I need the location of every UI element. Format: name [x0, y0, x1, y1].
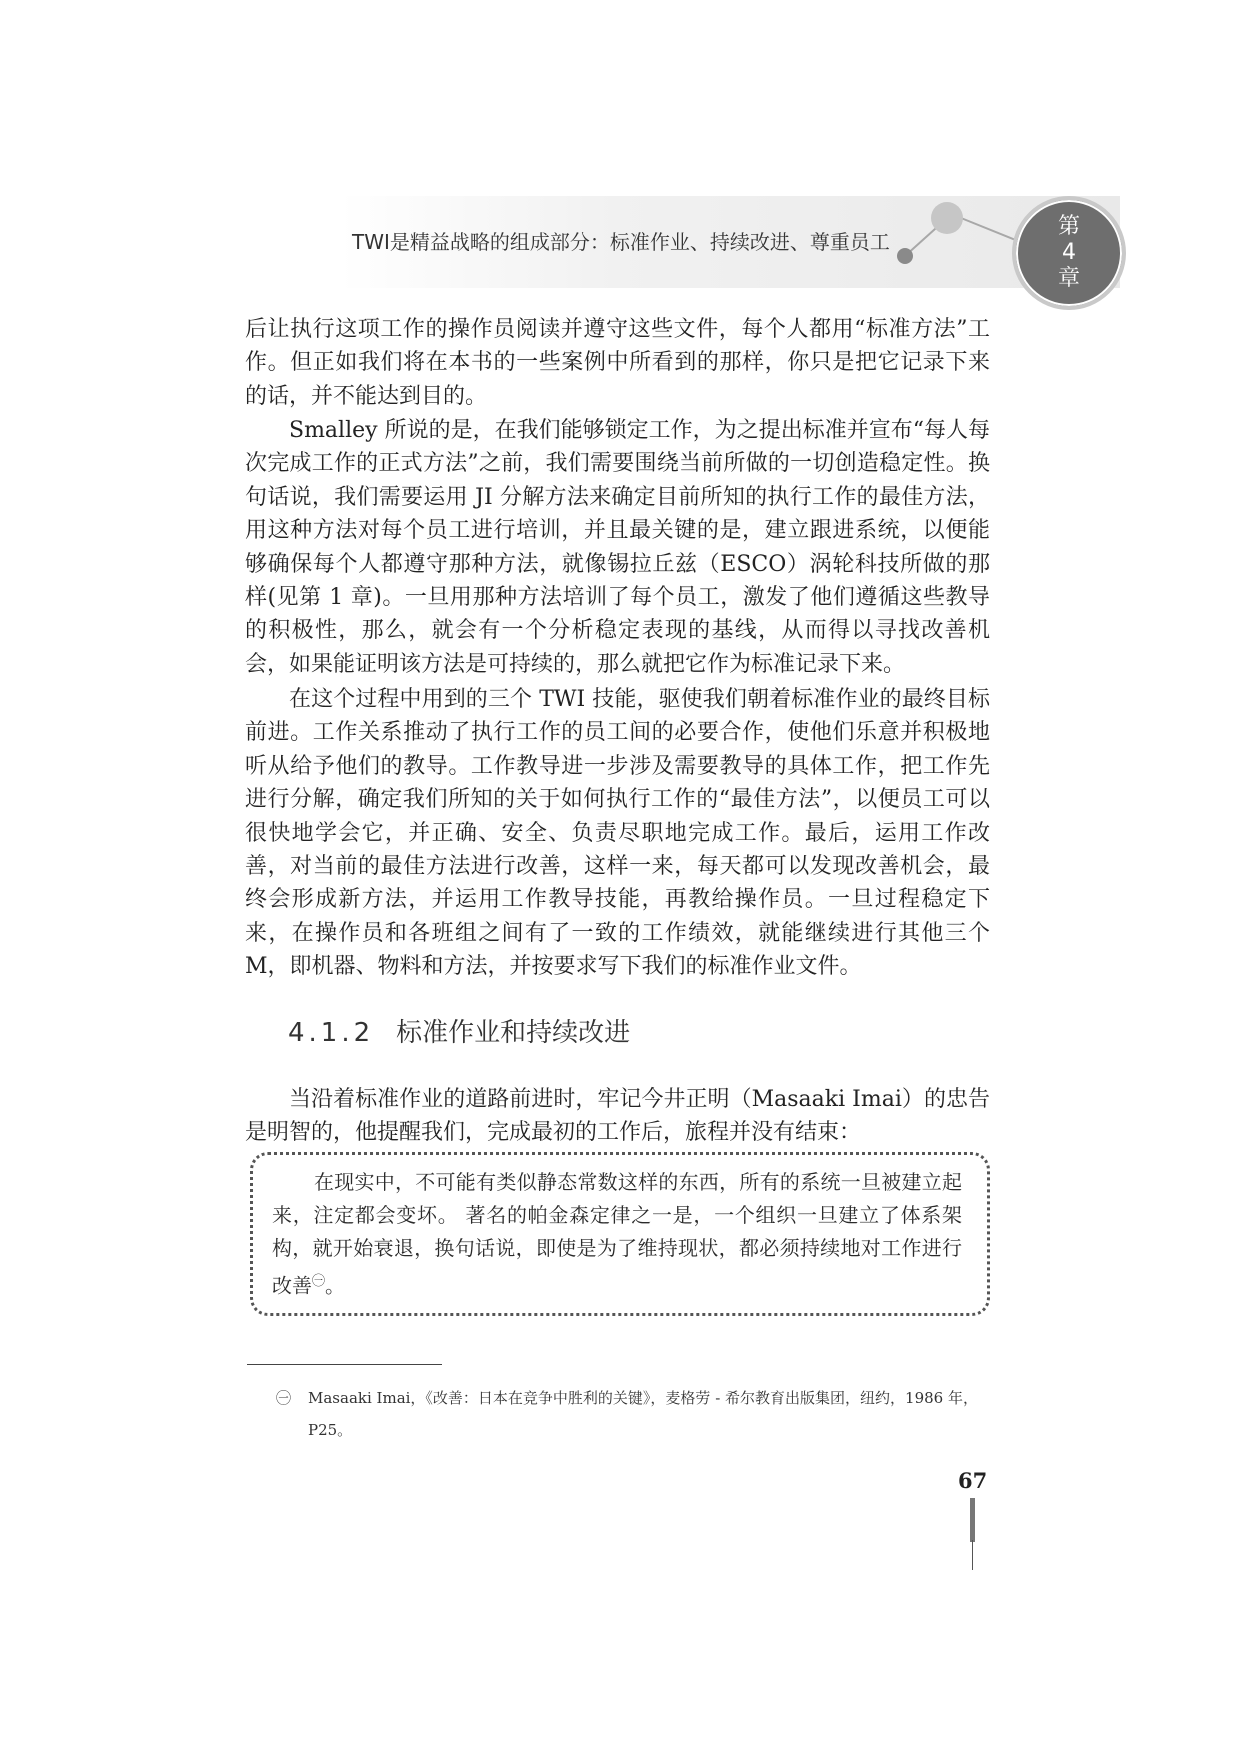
footnote	[276, 1382, 990, 1446]
body-paragraph: Smalley 所说的是，在我们能够锁定工作，为之提出标准并宣布“每人每次完成工作的正式方法”之前，我们需要围绕当前所做的一切创造稳定性。换句话说，我们需要运用 JI 分解方法来确定目前所知的执行工作的最佳方法，用这种方法对每个员工进行培训，并且最关键的是，建立跟进系统，以便能够确保每个人都遵守那种方法，就像锡拉丘兹（ESCO）涡轮科技所做的那样(见第 1 章)。一旦用那种方法培训了每个员工，激发了他们遵循这些教导的积极性，那么，就会有一个分析稳定表现的基线，从而得以寻找改善机会，如果能证明该方法是可持续的，那么就把它作为标准记录下来。	[245, 418, 990, 677]
footnote-rule	[247, 1364, 442, 1365]
chapter-badge-label: 第	[1057, 214, 1080, 239]
quote-text	[272, 1166, 962, 1303]
footnote-reference[interactable]: ㊀	[312, 1274, 326, 1289]
running-header-title: TWI是精益战略的组成部分：标准作业、持续改进、尊重员工	[352, 230, 890, 254]
quote-body: 在现实中，不可能有类似静态常数这样的东西，所有的系统一旦被建立起来，注定都会变坏。 著名的帕金森定律之一是，一个组织一旦建立了体系架构，就开始衰退，换句话说，即使是为了维持现状，都必须持续地对工作进行改善	[272, 1170, 962, 1298]
header-deco-dot	[897, 248, 913, 264]
quote-end: 。	[325, 1273, 346, 1298]
section-heading	[288, 1012, 630, 1049]
page-number-line	[972, 1540, 973, 1570]
chapter-badge-suffix: 章	[1057, 266, 1080, 291]
chapter-badge-number: 4	[1062, 240, 1076, 265]
chapter-badge	[1012, 196, 1126, 310]
section-number: 4.1.2	[288, 1018, 375, 1048]
page-number: 67	[958, 1468, 988, 1493]
footnote-text: Masaaki Imai，《改善：日本在竞争中胜利的关键》，麦格劳 - 希尔教育出版集团，纽约，1986 年，P25。	[308, 1389, 978, 1439]
section-paragraph: 当沿着标准作业的道路前进时，牢记今井正明（Masaaki Imai）的忠告是明智的，他提醒我们，完成最初的工作后，旅程并没有结束：	[245, 1087, 990, 1146]
section-title: 标准作业和持续改进	[396, 1018, 631, 1048]
header-deco-circle	[931, 202, 963, 234]
page-number-bar	[970, 1498, 975, 1542]
footnote-marker: ㊀	[276, 1389, 292, 1407]
body-paragraph: 在这个过程中用到的三个 TWI 技能，驱使我们朝着标准作业的最终目标前进。工作关系推动了执行工作的员工间的必要合作，使他们乐意并积极地听从给予他们的教导。工作教导进一步涉及需要教导的具体工作，把工作先进行分解，确定我们所知的关于如何执行工作的“最佳方法”，以便员工可以很快地学会它，并正确、安全、负责尽职地完成工作。最后，运用工作改善，对当前的最佳方法进行改善，这样一来，每天都可以发现改善机会，最终会形成新方法，并运用工作教导技能，再教给操作员。一旦过程稳定下来，在操作员和各班组之间有了一致的工作绩效，就能继续进行其他三个 M，即机器、物料和方法，并按要求写下我们的标准作业文件。	[245, 687, 990, 980]
body-paragraph: 后让执行这项工作的操作员阅读并遵守这些文件，每个人都用“标准方法”工作。但正如我们将在本书的一些案例中所看到的那样，你只是把它记录下来的话，并不能达到目的。	[245, 317, 990, 409]
